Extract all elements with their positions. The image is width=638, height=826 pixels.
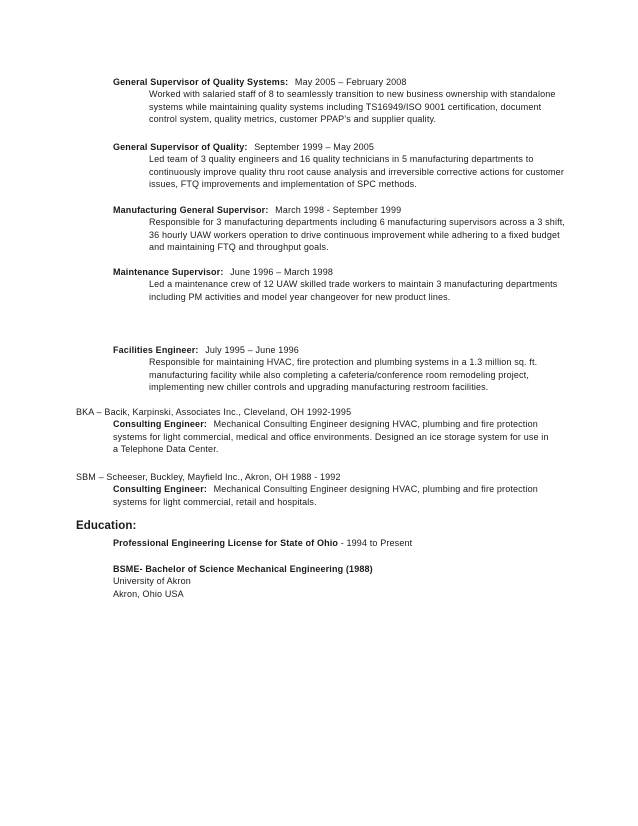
position-entry (113, 266, 583, 303)
school-name: University of Akron (113, 576, 191, 587)
position-header (113, 344, 583, 356)
position-dates: July 1995 – June 1996 (205, 345, 299, 355)
employer-header: BKA – Bacik, Karpinski, Associates Inc., Cleveland, OH 1992-1995 (76, 407, 352, 417)
position-dates: May 2005 – February 2008 (294, 77, 407, 87)
position-dates: June 1996 – March 1998 (230, 267, 334, 277)
degree-title: BSME- Bachelor of Science Mechanical Engineering (1988) (113, 564, 373, 574)
employer-header: SBM – Scheeser, Buckley, Mayfield Inc., Akron, OH 1988 - 1992 (76, 472, 341, 482)
position-dates: March 1998 - September 1999 (275, 205, 402, 215)
degree-entry (113, 563, 553, 600)
education-heading: Education: (76, 520, 137, 532)
position-title: General Supervisor of Quality Systems: (113, 77, 289, 87)
position-title: Maintenance Supervisor: (113, 267, 224, 277)
license-line (113, 537, 553, 549)
employer-description: Mechanical Consulting Engineer designing HVAC, plumbing and fire protection systems for light commercial, retail and hospitals. (113, 484, 538, 507)
position-entry (113, 204, 583, 254)
position-header (113, 141, 583, 153)
employer-role: Consulting Engineer: (113, 419, 207, 430)
position-header (113, 266, 583, 278)
position-description: Responsible for 3 manufacturing departments including 6 manufacturing supervisors across a 3 shift, 36 hourly UAW workers operation to drive continuous improvement while adhering to a fixed budget and maintaining FTQ and throughput goals. (149, 217, 566, 253)
position-entry (113, 141, 583, 191)
license-dates: - 1994 to Present (338, 538, 413, 548)
position-description: Responsible for maintaining HVAC, fire protection and plumbing systems in a 1.3 million sq. ft. manufacturing facility while also completing a cafeteria/conference room remodeling project, implementing new chiller controls and upgrading manufacturing restroom facilities. (149, 357, 538, 393)
employer-role-block (113, 418, 553, 455)
school-location: Akron, Ohio USA (113, 588, 184, 599)
position-header (113, 76, 583, 88)
position-title: Facilities Engineer: (113, 345, 199, 355)
employer-role-block (113, 483, 553, 508)
license-entry (113, 537, 553, 549)
position-entry (113, 76, 583, 126)
position-dates: September 1999 – May 2005 (254, 142, 375, 152)
position-description: Worked with salaried staff of 8 to seamlessly transition to new business ownership with standalone systems while maintaining quality systems including TS16949/ISO 9001 certification, document control system, quality metrics, customer PPAP’s and supplier quality. (149, 89, 556, 125)
position-header (113, 204, 583, 216)
position-entry (113, 344, 583, 394)
employer-entry (76, 471, 556, 508)
employer-entry (76, 406, 556, 456)
position-description: Led a maintenance crew of 12 UAW skilled trade workers to maintain 3 manufacturing departments including PM activities and model year changeover for new product lines. (149, 279, 558, 302)
employer-description: Mechanical Consulting Engineer designing HVAC, plumbing and fire protection systems for light commercial, medical and office environments. Designed an ice storage system for use in a Telephone Data Center. (113, 419, 549, 455)
position-title: General Supervisor of Quality: (113, 142, 248, 152)
license-title: Professional Engineering License for State of Ohio (113, 538, 339, 548)
position-description: Led team of 3 quality engineers and 16 quality technicians in 5 manufacturing departments to continuously improve quality thru root cause analysis and irreversible corrective actions for customer issues, FTQ improvements and implementation of SPC methods. (149, 154, 564, 190)
employer-role: Consulting Engineer: (113, 484, 207, 495)
position-title: Manufacturing General Supervisor: (113, 205, 269, 215)
